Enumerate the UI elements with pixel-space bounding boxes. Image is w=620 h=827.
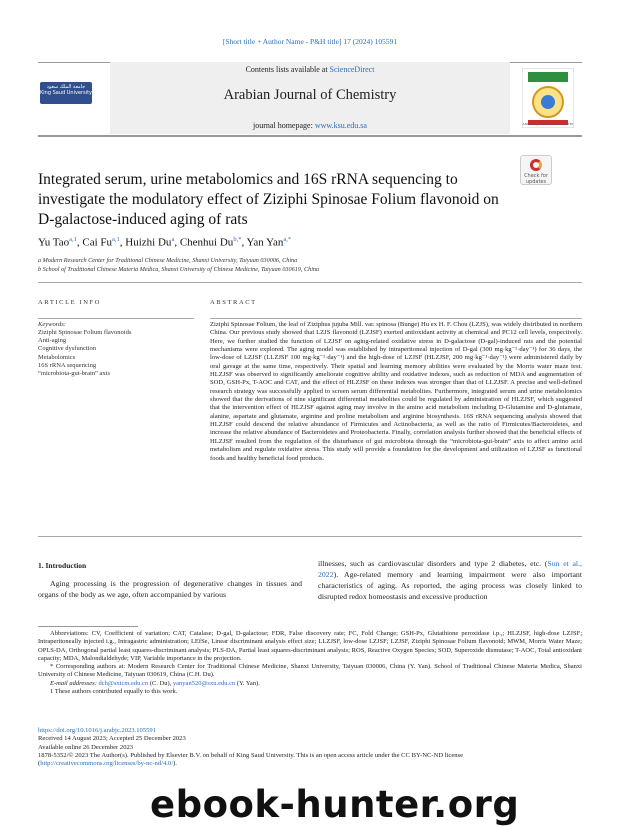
keyword: “microbiota-gut-brain” axis: [38, 370, 111, 378]
watermark: ebook-hunter.org: [150, 783, 520, 826]
contents-prefix: Contents lists available at: [245, 65, 330, 74]
logo-text: جامعة الملك سعود King Saud University: [40, 84, 92, 96]
author: Cai Fu: [82, 236, 113, 249]
journal-cover-logo: [522, 68, 574, 128]
check-updates-icon: [530, 159, 542, 171]
corresponding-footnote: * Corresponding authors at: Modern Research Center for Traditional Chinese Medicine, Shanxi University, Taiyuan 030006, China (Y. Yan). School of Traditional Chinese Materia Medica, Shanxi University of Chinese Medicine, Taiyuan 030619, China (C.H. Du).: [38, 663, 582, 679]
homepage-prefix: journal homepage:: [253, 121, 315, 130]
author-affiliation-link[interactable]: a,1: [69, 236, 77, 243]
check-for-updates-button[interactable]: [520, 155, 552, 185]
author-affiliation-link[interactable]: a,1: [112, 236, 120, 243]
email-link[interactable]: dch@sxtcm.edu.cn: [98, 679, 149, 687]
footnote-divider: [38, 626, 138, 627]
footnotes: [38, 630, 582, 696]
received-dates: Received 14 August 2023; Accepted 25 December 2023: [38, 735, 186, 743]
email-link[interactable]: yanyan520@sxu.edu.cn: [172, 679, 236, 687]
doi-link[interactable]: https://doi.org/10.1016/j.arabjc.2023.105591: [38, 727, 157, 734]
keyword: Metabolomics: [38, 353, 76, 361]
paren: (: [38, 760, 41, 768]
article-info-heading: ARTICLE INFO: [38, 299, 102, 306]
check-updates-label: Check for updates: [524, 173, 548, 185]
contents-available: [110, 65, 510, 74]
license-link[interactable]: http://creativecommons.org/licenses/by-nc-nd/4.0/: [40, 760, 174, 768]
equal-contribution-footnote: 1 These authors contributed equally to this work.: [50, 688, 178, 696]
keyword: 16S rRNA sequencing: [38, 361, 97, 369]
author: Yu Tao: [38, 236, 70, 249]
available-online: Available online 26 December 2023: [38, 743, 134, 751]
journal-cover-caption: ARABIAN JOURNAL OF CHEMISTRY: [522, 122, 574, 126]
email-label: E-mail addresses:: [50, 679, 99, 687]
section-heading: 1. Introduction: [38, 561, 87, 570]
intro-paragraph-left: Aging processing is the progression of degenerative changes in tissues and organs of the body as we age, often accompanied by various: [38, 579, 302, 599]
intro-text: ). Age-related memory and learning impairment were also important characteristics of aging. As reported, the aging process was closely linked to disrupted redox homeostasis and excessive production: [318, 570, 582, 601]
author-affiliation-link[interactable]: a,*: [283, 236, 292, 243]
author-list: Yu Tao$^{a,1}$, Cai Fu$^{a,1}$, Huizhi Du$^a$, Chenhui $Du^{b,*}$, Yan Yan$^{a,*}$: [38, 236, 292, 249]
journal-name: Arabian Journal of Chemistry: [223, 87, 397, 103]
sciencedirect-link[interactable]: ScienceDirect: [329, 65, 375, 74]
paren: ).: [173, 760, 177, 768]
running-header-reference[interactable]: [Short title + Author Name - P&H title] 17 (2024) 105591: [222, 37, 398, 46]
divider: [38, 318, 194, 319]
affiliation-a: a Modern Research Center for Traditional Chinese Medicine, Shanxi University, Taiyuan 030006, China: [38, 257, 298, 264]
divider: [210, 318, 582, 319]
affiliation-b: b School of Traditional Chinese Materia Medica, Shanxi University of Chinese Medicine, Taiyuan 030619, China: [38, 266, 320, 273]
author: Huizhi Du: [125, 236, 172, 249]
keyword: Anti-aging: [38, 337, 67, 345]
king-saud-university-logo: [40, 82, 92, 104]
intro-paragraph-right: [318, 558, 582, 602]
author: Chenhui Du: [179, 236, 234, 249]
divider: [38, 536, 582, 537]
email-footnote: [38, 680, 582, 688]
keyword: Cognitive dysfunction: [38, 345, 96, 353]
keyword-list: [38, 329, 198, 378]
citation-link[interactable]: Sun et al., 2022: [318, 559, 582, 579]
author-affiliation-link[interactable]: b,*: [233, 236, 242, 243]
keyword: Ziziphi Spinosae Folium flavonoids: [38, 329, 132, 336]
license-url-line: [38, 760, 582, 768]
keywords-label: Keywords:: [38, 321, 66, 328]
author-affiliation-link[interactable]: a: [171, 236, 175, 243]
abstract-body: Ziziphi Spinosae Folium, the leaf of Ziziphus jujuba Mill. var. spinosa (Bunge) Hu ex H. F. Chou (LZJS), was widely distributed in northern China. Our previous study showed that LZJS flavonoid (LZJSF) exerted antioxidant activity at chemical and PC12 cell levels, respectively. Here, we further studied the function of LZJSF on aging-related oxidative stress in D-galactose (D-gal)-induced rats and the potential mechanisms were explored. The aging model was established by intraperitoneal injection of D-gal (300 mg·kg⁻¹·day⁻¹) for 36 days, the low-dose of LZJSF (LLZJSF 100 mg·kg⁻¹·day⁻¹) and the high-dose of LZJSF (HLZJSF, 200 mg·kg⁻¹·day⁻¹) were administered daily by oral gavage at the same time, respectively. Their spatial and learning memory abilities were evaluated by the Morris water maze test. HLZJSF was observed to significantly ameliorate cognitive ability and oxidative indexes, such as reduction of MDA and augmentation of SOD, GSH-Px, T-AOC and CAT, and the effect of HLZJSF on these indexes was stronger than that of LLZJSF. A precise and well-defined research strategy was successfully applied to screen serum differential metabolites. Furthermore, integrated serum and urine metabolomics showed that the derivations of nine significant differential metabolites could be regulated by administration of HLZJSF, which suggested that the intervention effect of HLZJSF against aging may involve in the amino acid metabolism including D-Glutamine and D-glutamate, alanine, aspartate and glutamate, arginine and proline metabolism and arginine biosynthesis. 16S rRNA sequencing analysis showed that HLZJSF could descend the relative abundance of Firmicutes and Actinobacteria, as well as the ratio of Firmicutes/Bacteroidetes, and increase the relative abundance of Bacteroidetes and Proteobacteria. Finally, correlation analysis further showed that the beneficial effects of HLZJSF resulted from the regulation of the disturbance of gut microbiota through the “microbiota-gut-brain” axis to affect amino acid metabolism and regulate oxidative stress. This study will provide a foundation for the development and utilization of LZJSF as functional foods and healthy beneficial food products.: [210, 321, 582, 462]
homepage-link[interactable]: www.ksu.edu.sa: [314, 121, 367, 130]
publication-info: [38, 727, 582, 768]
divider: [38, 282, 582, 283]
author: Yan Yan: [246, 236, 284, 249]
intro-text: illnesses, such as cardiovascular disorders and type 2 diabetes, etc. (: [318, 559, 548, 568]
email-owner: (Y. Yan).: [235, 679, 260, 687]
header-divider: [38, 135, 582, 137]
journal-homepage: [110, 121, 510, 130]
abstract-heading: ABSTRACT: [210, 299, 257, 306]
abbreviations-footnote: Abbreviations: CV, Coefficient of variation; CAT, Catalase; D-gal, D-galactose; FDR, False discovery rate; FC, Fold Change; GSH-Px, Glutathione peroxidase i.p.,; HLZJSF, high-dose LZJSF; Intraperitoneally injected i.g., Intragastric administration; LEfSe, Linear discriminant analysis effect size; LLZJSF, low-dose LZJSF; LZJSF, Ziziphi Spinosae Folium flavonoid; MWM, Morris Water Maze; OPLS-DA, Orthogonal partial least squares-discriminant analysis; PLS-DA, Partial least squares-discriminant analysis; ROS, Reactive Oxygen Species; SOD, Superoxide dismutase; T-AOC, Total antioxidant capacity; MDA, Malondialdehyde; VIP, Variable importance in the projection.: [38, 630, 582, 662]
article-title: Integrated serum, urine metabolomics and 16S rRNA sequencing to investigate the modulatory effect of Ziziphi Spinosae Folium flavonoid on D-galactose-induced aging of rats: [38, 171, 499, 228]
license-text: 1878-5352/© 2023 The Author(s). Published by Elsevier B.V. on behalf of King Saud University. This is an open access article under the CC BY-NC-ND license: [38, 751, 464, 759]
email-owner: (C. Du),: [148, 679, 173, 687]
